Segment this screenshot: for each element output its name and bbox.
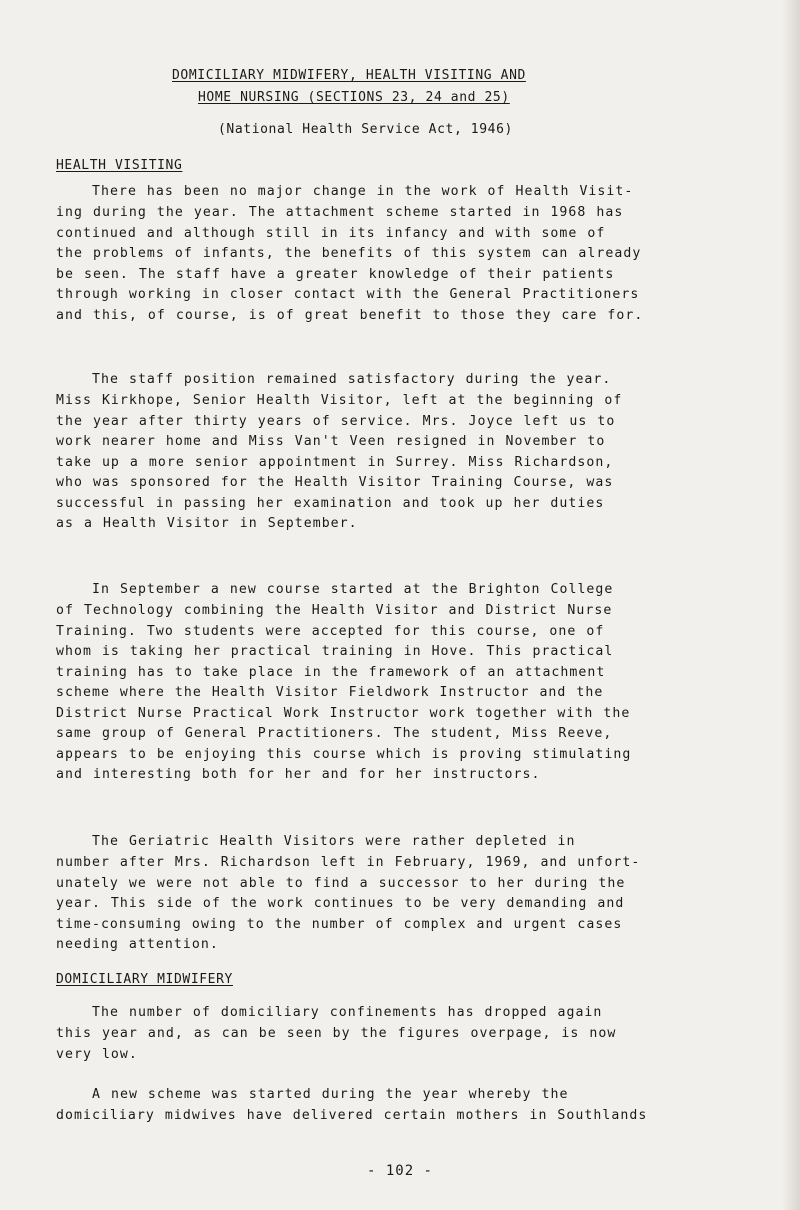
paragraph-hv-3-first [92, 580, 772, 601]
paragraph-line: In September a new course started at the Brighton College [92, 582, 614, 597]
paragraph-line: who was sponsored for the Health Visitor Training Course, was [56, 475, 614, 490]
paragraph-line: successful in passing her examination and took up her duties [56, 495, 605, 511]
paragraph-line: appears to be enjoying this course which is proving stimulating [56, 746, 632, 762]
paragraph-hv-3-body [56, 601, 768, 786]
section-heading-domiciliary-midwifery: DOMICILIARY MIDWIFERY [56, 972, 233, 987]
paragraph-line: unately we were not able to find a successor to her during the [56, 875, 626, 891]
paragraph-line: the problems of infants, the benefits of this system can already [56, 246, 642, 261]
paragraph-line: of Technology combining the Health Visitor and District Nurse [56, 603, 613, 618]
paragraph-line: continued and although still in its infancy and with some of [56, 225, 606, 241]
paragraph-hv-2-body [56, 391, 768, 535]
paragraph-line: ing during the year. The attachment scheme started in 1968 has [56, 205, 624, 220]
paragraph-line: number after Mrs. Richardson left in February, 1969, and unfort- [56, 855, 641, 870]
paragraph-line: very low. [56, 1046, 138, 1062]
paragraph-line: be seen. The staff have a greater knowledge of their patients [56, 266, 615, 282]
document-title-line-1: DOMICILIARY MIDWIFERY, HEALTH VISITING AND [172, 68, 526, 83]
paragraph-dm-2-first [92, 1085, 772, 1106]
page-edge-shadow [782, 0, 800, 1210]
paragraph-line: District Nurse Practical Work Instructor work together with the [56, 705, 631, 721]
document-title-line-2: HOME NURSING (SECTIONS 23, 24 and 25) [198, 90, 510, 105]
paragraph-line: The Geriatric Health Visitors were rather depleted in [92, 834, 576, 849]
paragraph-line: the year after thirty years of service. Mrs. Joyce left us to [56, 413, 616, 429]
paragraph-line: training has to take place in the framework of an attachment [56, 664, 606, 680]
paragraph-line: time-consuming owing to the number of complex and urgent cases [56, 916, 623, 932]
paragraph-line: A new scheme was started during the year whereby the [92, 1087, 569, 1102]
paragraph-line: Training. Two students were accepted for this course, one of [56, 623, 605, 639]
paragraph-hv-2-first [92, 370, 772, 391]
paragraph-line: There has been no major change in the work of Health Visit- [92, 184, 634, 199]
paragraph-hv-1-body [56, 203, 768, 326]
paragraph-hv-4-body [56, 853, 768, 956]
paragraph-line: and this, of course, is of great benefit to those they care for. [56, 307, 644, 323]
paragraph-line: work nearer home and Miss Van't Veen resigned in November to [56, 434, 606, 449]
paragraph-line: scheme where the Health Visitor Fieldwork Instructor and the [56, 685, 604, 700]
paragraph-dm-2-body [56, 1106, 768, 1127]
paragraph-hv-1 [92, 182, 772, 203]
paragraph-line: whom is taking her practical training in Hove. This practical [56, 644, 614, 659]
page-number: - 102 - [366, 1163, 433, 1179]
paragraph-line: as a Health Visitor in September. [56, 516, 358, 531]
paragraph-dm-1-first [92, 1003, 772, 1024]
paragraph-hv-4-first [92, 832, 772, 853]
paragraph-dm-1-body [56, 1024, 768, 1065]
paragraph-line: same group of General Practitioners. The student, Miss Reeve, [56, 726, 613, 741]
act-reference: (National Health Service Act, 1946) [218, 122, 513, 137]
paragraph-line: Miss Kirkhope, Senior Health Visitor, left at the beginning of [56, 393, 623, 408]
paragraph-line: this year and, as can be seen by the figures overpage, is now [56, 1026, 617, 1041]
paragraph-line: The staff position remained satisfactory during the year. [92, 372, 612, 387]
paragraph-line: and interesting both for her and for her instructors. [56, 767, 541, 782]
paragraph-line: needing attention. [56, 937, 219, 952]
paragraph-line: The number of domiciliary confinements has dropped again [92, 1005, 603, 1020]
section-heading-health-visiting: HEALTH VISITING [56, 158, 183, 173]
paragraph-line: take up a more senior appointment in Surrey. Miss Richardson, [56, 454, 614, 470]
paragraph-line: through working in closer contact with the General Practitioners [56, 287, 640, 302]
paragraph-line: domiciliary midwives have delivered certain mothers in Southlands [56, 1108, 648, 1123]
paragraph-line: year. This side of the work continues to be very demanding and [56, 896, 625, 911]
